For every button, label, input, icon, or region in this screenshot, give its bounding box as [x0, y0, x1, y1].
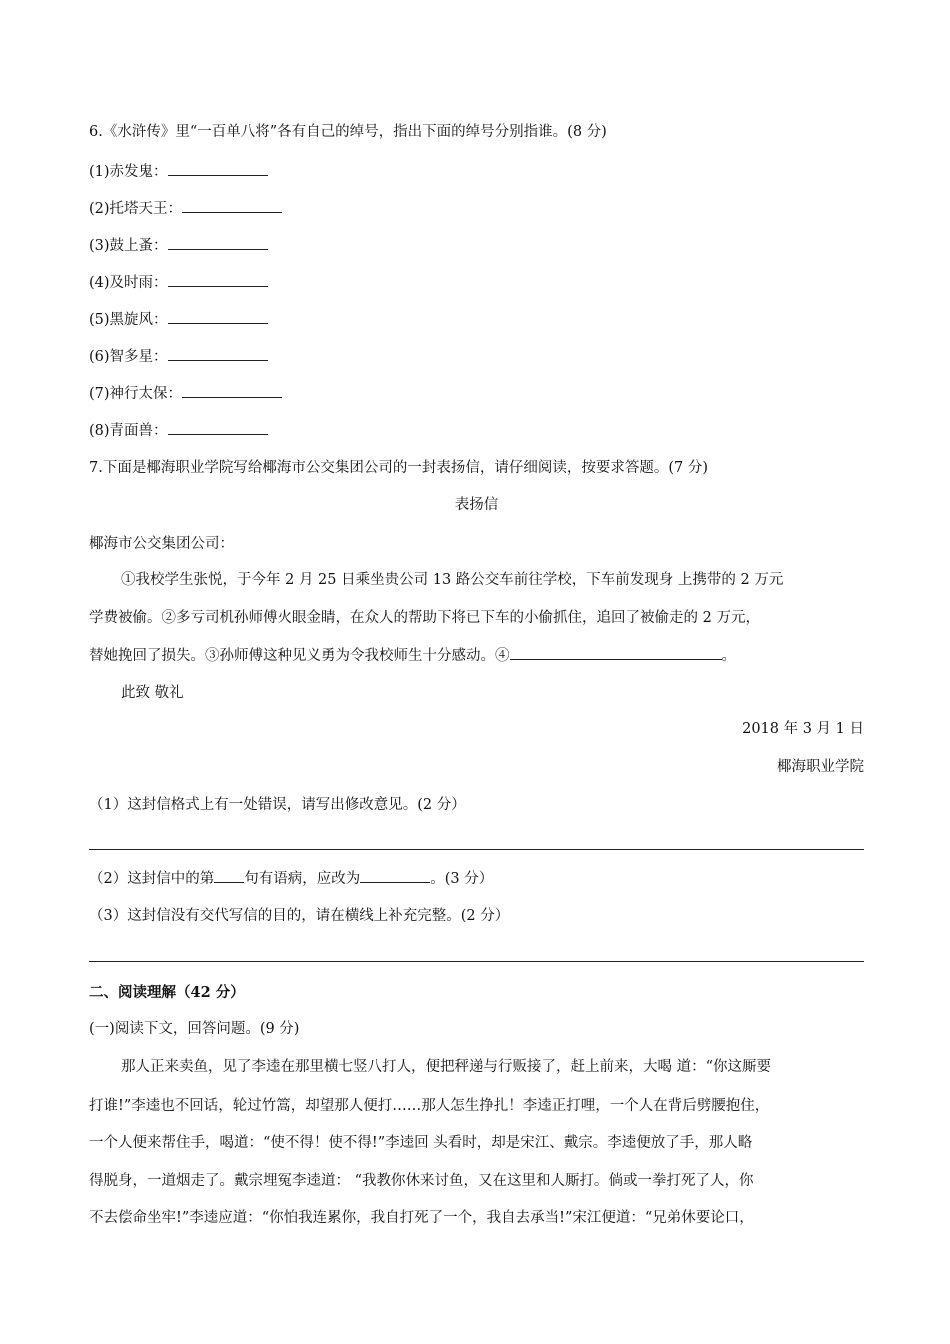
letter-body-line: ①我校学生张悦，于今年 2 月 25 日乘坐贵公司 13 路公交车前往学校，下车前发现身 上携带的 2 万元 [121, 572, 784, 588]
q6-item-label: (7)神行太保： [89, 386, 183, 402]
q6-item-3 [89, 236, 268, 256]
letter-body-line: 替她挽回了损失。③孙师傅这种见义勇为令我校师生十分感动。④ [89, 648, 510, 664]
answer-blank[interactable] [168, 348, 268, 361]
letter-body-end: 。 [721, 648, 736, 664]
q7-sub2 [89, 869, 493, 889]
q6-item-4 [89, 273, 268, 293]
answer-blank[interactable] [214, 870, 244, 883]
q6-item-8 [89, 421, 268, 441]
letter-closing: 此致 敬礼 [121, 685, 184, 701]
answer-blank[interactable] [360, 870, 430, 883]
q6-item-label: (5)黑旋风： [89, 312, 168, 328]
answer-blank[interactable] [168, 311, 268, 324]
answer-blank[interactable] [168, 422, 268, 435]
q6-item-2 [89, 199, 282, 219]
q6-item-label: (1)赤发鬼： [89, 164, 168, 180]
letter-body-last-line [89, 646, 736, 666]
section-heading: 二、阅读理解（42 分） [89, 984, 245, 1001]
q6-item-6 [89, 347, 268, 367]
passage-line: 不去偿命坐牢!”李逵应道：“你怕我连累你，我自打死了一个，我自去承当!”宋江便道：“兄弟休要论口， [89, 1210, 754, 1226]
answer-line[interactable] [89, 961, 864, 962]
passage-line: 打谁!”李逵也不回话，轮过竹篙，却望那人便打……那人怎生挣扎！李逵正打哩，一个人在背后劈腰抱住， [89, 1098, 770, 1114]
answer-blank[interactable] [182, 200, 282, 213]
answer-line[interactable] [89, 849, 864, 850]
letter-title: 表扬信 [454, 497, 499, 513]
q7-sub1: （1）这封信格式上有一处错误，请写出修改意见。(2 分） [89, 797, 466, 813]
q6-item-label: (3)鼓上蚤： [89, 238, 168, 254]
answer-blank[interactable] [168, 274, 268, 287]
q7-sub2-text-b: 句有语病，应改为 [244, 871, 361, 887]
passage-line: 那人正来卖鱼，见了李逵在那里横七竖八打人，便把秤递与行贩接了，赶上前来，大喝 道：“你这厮要 [121, 1059, 772, 1075]
answer-blank[interactable] [182, 385, 282, 398]
letter-signature: 椰海职业学院 [777, 759, 864, 775]
part1-stem: (一)阅读下文，回答问题。(9 分) [89, 1021, 300, 1037]
q6-item-1 [89, 162, 268, 182]
q7-sub3: （3）这封信没有交代写信的目的，请在横线上补充完整。(2 分） [89, 908, 510, 924]
passage-line: 一个人便来帮住手，喝道：“使不得！使不得!”李逵回 头看时，却是宋江、戴宗。李逵便放了手，那人略 [89, 1135, 753, 1151]
letter-salutation: 椰海市公交集团公司： [89, 536, 234, 552]
answer-blank[interactable] [168, 163, 268, 176]
q7-sub2-text-a: （2）这封信中的第 [89, 871, 215, 887]
q7-stem: 7.下面是椰海职业学院写给椰海市公交集团公司的一封表扬信，请仔细阅读，按要求答题。(7 分) [89, 460, 708, 476]
q6-item-label: (2)托塔天王： [89, 201, 183, 217]
q6-item-label: (8)青面兽： [89, 423, 168, 439]
q6-item-7 [89, 384, 282, 404]
q6-item-label: (6)智多星： [89, 349, 168, 365]
q6-item-label: (4)及时雨： [89, 275, 168, 291]
passage-line: 得脱身，一道烟走了。戴宗埋冤李逵道： “我教你休来讨鱼，又在这里和人厮打。倘或一拳打死了人，你 [89, 1173, 754, 1189]
q7-sub2-text-c: 。(3 分） [430, 871, 494, 887]
answer-blank[interactable] [168, 237, 268, 250]
letter-date: 2018 年 3 月 1 日 [742, 721, 864, 737]
q6-stem: 6.《水浒传》里“一百单八将”各有自己的绰号，指出下面的绰号分别指谁。(8 分) [89, 124, 607, 140]
letter-body-line: 学费被偷。②多亏司机孙师傅火眼金睛，在众人的帮助下将已下车的小偷抓住，追回了被偷走的 2 万元， [89, 610, 760, 626]
q6-item-5 [89, 310, 268, 330]
answer-blank[interactable] [510, 647, 722, 660]
